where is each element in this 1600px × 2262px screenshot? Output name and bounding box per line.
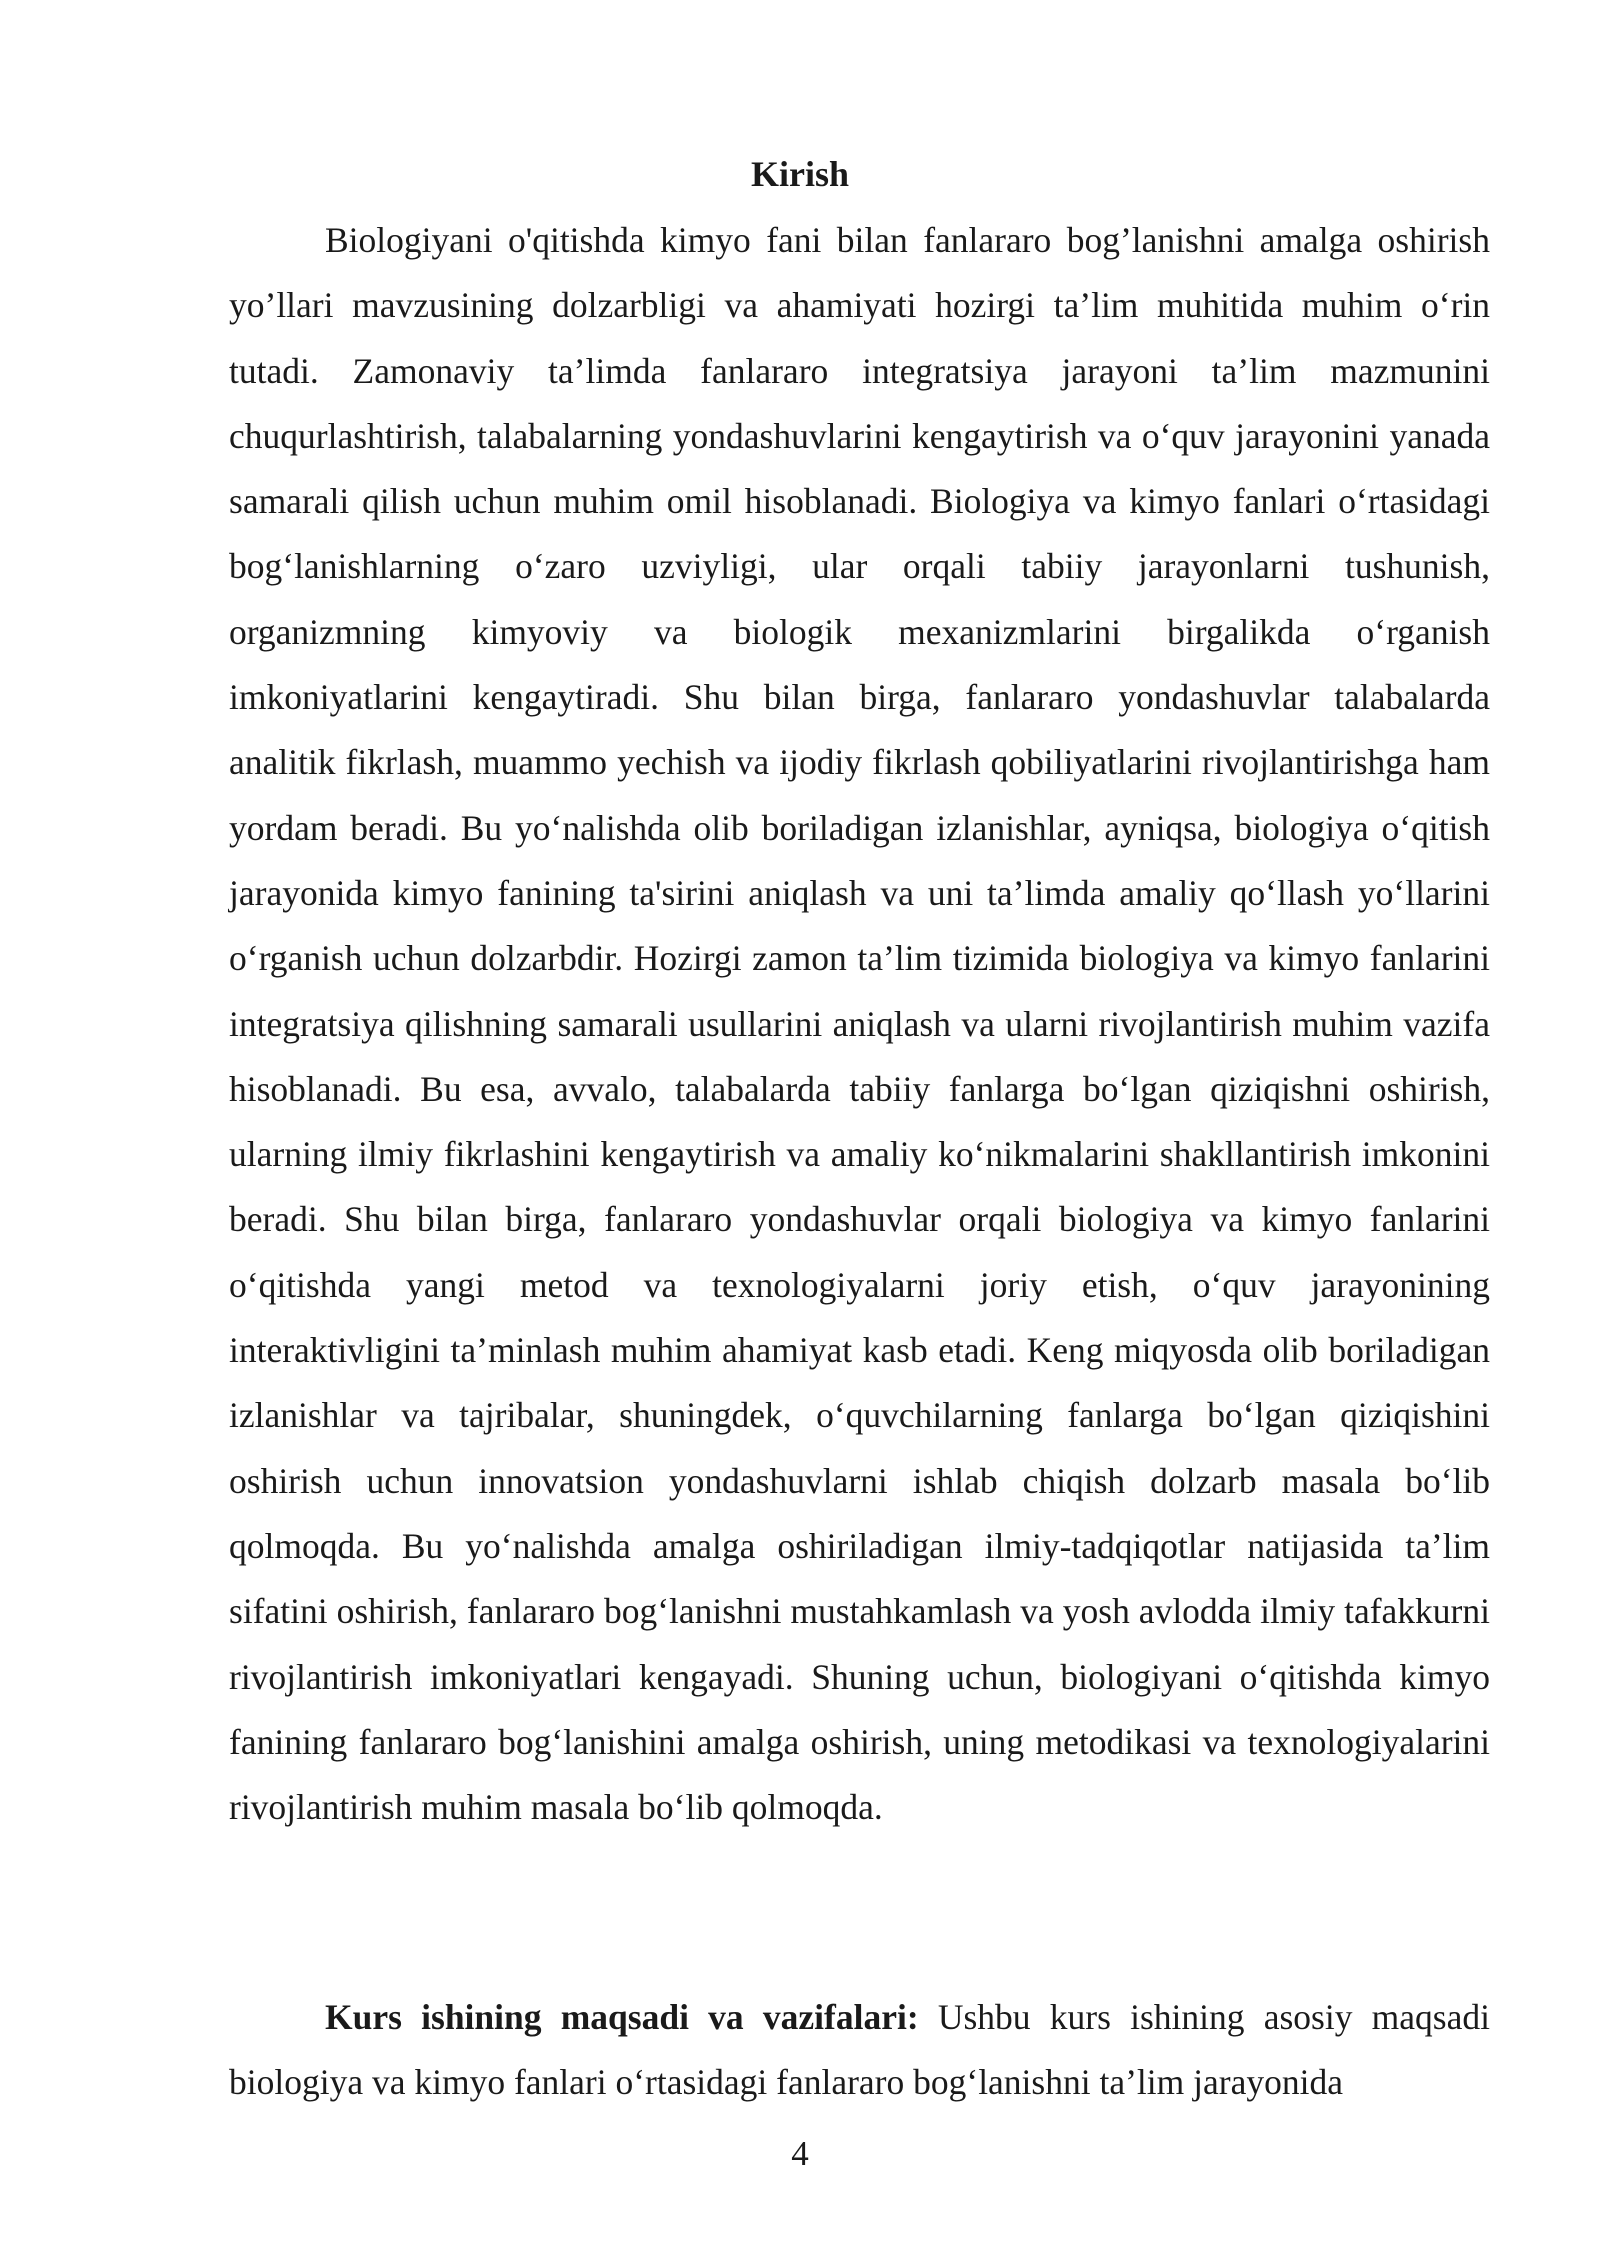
goals-paragraph (229, 1985, 1490, 2116)
introduction-text: Biologiyani o'qitishda kimyo fani bilan fanlararo bog’lanishni amalga oshirish yo’llari mavzusining dolzarbligi va ahamiyati hozirgi ta’lim muhitida muhim o‘rin tutadi. Zamonaviy ta’limda fanlararo integratsiya jarayoni ta’lim mazmunini chuqurlashtirish, talabalarning yondashuvlarini kengaytirish va o‘quv jarayonini yanada samarali qilish uchun muhim omil hisoblanadi. Biologiya va kimyo fanlari o‘rtasidagi bog‘lanishlarning o‘zaro uzviyligi, ular orqali tabiiy jarayonlarni tushunish, organizmning kimyoviy va biologik mexanizmlarini birgalikda o‘rganish imkoniyatlarini kengaytiradi. Shu bilan birga, fanlararo yondashuvlar talabalarda analitik fikrlash, muammo yechish va ijodiy fikrlash qobiliyatlarini rivojlantirishga ham yordam beradi. Bu yo‘nalishda olib boriladigan izlanishlar, ayniqsa, biologiya o‘qitish jarayonida kimyo fanining ta'sirini aniqlash va uni ta’limda amaliy qo‘llash yo‘llarini o‘rganish uchun dolzarbdir. Hozirgi zamon ta’lim tizimida biologiya va kimyo fanlarini integratsiya qilishning samarali usullarini aniqlash va ularni rivojlantirish muhim vazifa hisoblanadi. Bu esa, avvalo, talabalarda tabiiy fanlarga bo‘lgan qiziqishni oshirish, ularning ilmiy fikrlashini kengaytirish va amaliy ko‘nikmalarini shakllantirish imkonini beradi. Shu bilan birga, fanlararo yondashuvlar orqali biologiya va kimyo fanlarini o‘qitishda yangi metod va texnologiyalarni joriy etish, o‘quv jarayonining interaktivligini ta’minlash muhim ahamiyat kasb etadi. Keng miqyosda olib boriladigan izlanishlar va tajribalar, shuningdek, o‘quvchilarning fanlarga bo‘lgan qiziqishini oshirish uchun innovatsion yondashuvlarni ishlab chiqish dolzarb masala bo‘lib qolmoqda. Bu yo‘nalishda amalga oshiriladigan ilmiy-tadqiqotlar natijasida ta’lim sifatini oshirish, fanlararo bog‘lanishni mustahkamlash va yosh avlodda ilmiy tafakkurni rivojlantirish imkoniyatlari kengayadi. Shuning uchun, biologiyani o‘qitishda kimyo fanining fanlararo bog‘lanishini amalga oshirish, uning metodikasi va texnologiyalarini rivojlantirish muhim masala bo‘lib qolmoqda. (229, 220, 1490, 1828)
page-number: 4 (791, 2134, 809, 2173)
section-heading: Kirish (750, 154, 849, 194)
goals-text: Ushbu kurs ishining asosiy maqsadi biologiya va kimyo fanlari o‘rtasidagi fanlararo bog‘lanishni ta’lim jarayonida (229, 1997, 1490, 2103)
introduction-paragraph (229, 208, 1490, 1840)
goals-label: Kurs ishining maqsadi va vazifalari: (325, 1997, 919, 2037)
